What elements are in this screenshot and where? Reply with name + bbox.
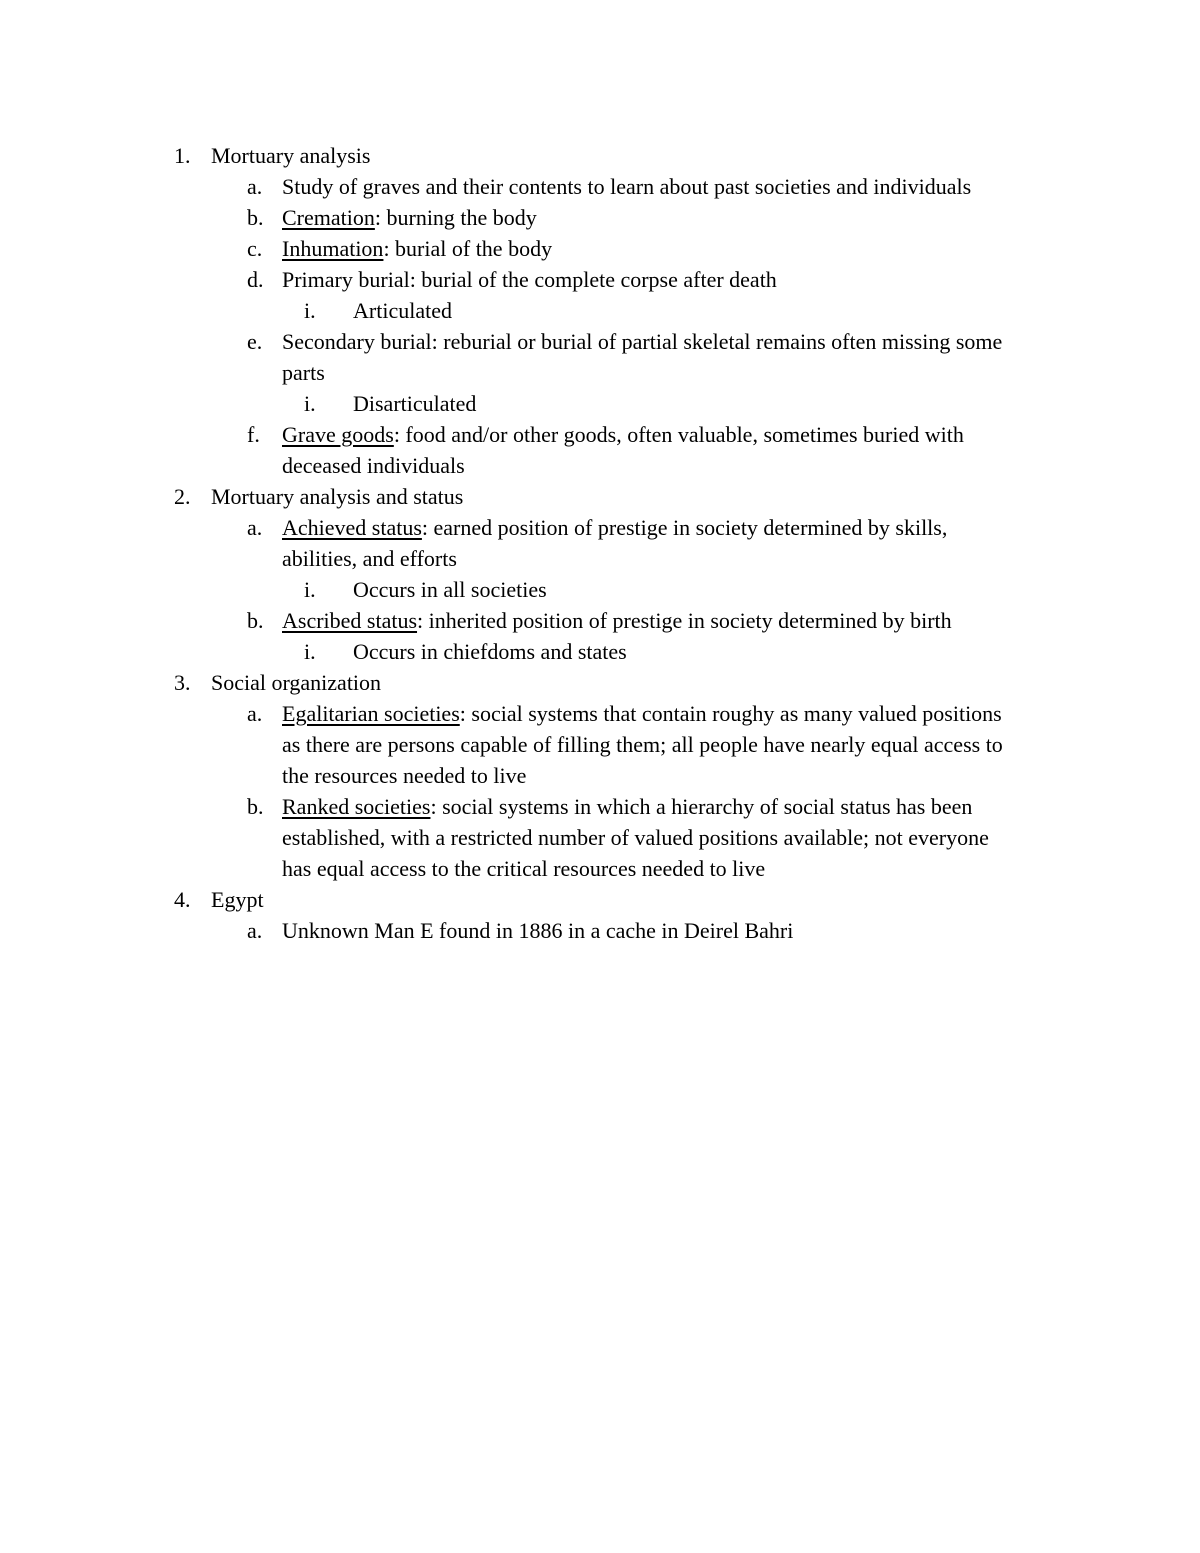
list-marker: d. [247, 267, 264, 292]
list-marker: 1. [174, 143, 191, 168]
document-page [0, 140, 1200, 946]
item-text: parts [282, 360, 325, 385]
list-marker: b. [247, 205, 264, 230]
outline-item-2a [0, 512, 1200, 543]
outline-item-2b [0, 605, 1200, 636]
term-grave-goods: Grave goods [282, 422, 394, 447]
outline-item-2a-continued [0, 543, 1200, 574]
item-text: Secondary burial: reburial or burial of partial skeletal remains often missing some [282, 329, 1003, 354]
outline-item-3b [0, 791, 1200, 822]
item-text: Unknown Man E found in 1886 in a cache in Deirel Bahri [282, 918, 794, 943]
list-marker: 4. [174, 887, 191, 912]
section-heading: Egypt [211, 887, 264, 912]
item-text: Study of graves and their contents to learn about past societies and individuals [282, 174, 972, 199]
definition: : social systems that contain roughy as many valued positions [459, 701, 1002, 726]
definition: : earned position of prestige in society determined by skills, [421, 515, 948, 540]
item-text: Disarticulated [353, 391, 477, 416]
list-marker: 2. [174, 484, 191, 509]
outline-item-2a-i [0, 574, 1200, 605]
item-text [282, 698, 1002, 729]
list-marker: b. [247, 794, 264, 819]
outline-item-1d-i [0, 295, 1200, 326]
outline-item-1c [0, 233, 1200, 264]
outline-item-4 [0, 884, 1200, 915]
list-marker: a. [247, 174, 263, 199]
outline-item-3b-continued [0, 822, 1200, 853]
item-text: Occurs in all societies [353, 577, 547, 602]
section-heading: Mortuary analysis and status [211, 484, 464, 509]
item-text: Primary burial: burial of the complete corpse after death [282, 267, 777, 292]
item-text [282, 419, 964, 450]
list-marker: 3. [174, 670, 191, 695]
outline-item-1e-continued [0, 357, 1200, 388]
list-marker: i. [304, 577, 316, 602]
term-achieved-status: Achieved status [282, 515, 422, 540]
term-inhumation: Inhumation [282, 236, 384, 261]
item-text: Occurs in chiefdoms and states [353, 639, 627, 664]
term-ascribed-status: Ascribed status [282, 608, 418, 633]
definition: : social systems in which a hierarchy of social status has been [430, 794, 973, 819]
outline-item-1 [0, 140, 1200, 171]
outline-item-1f [0, 419, 1200, 450]
outline-item-1d [0, 264, 1200, 295]
list-marker: i. [304, 391, 316, 416]
list-marker: e. [247, 329, 263, 354]
list-marker: i. [304, 639, 316, 664]
item-text: Articulated [353, 298, 452, 323]
item-text [282, 605, 952, 636]
outline-item-3a [0, 698, 1200, 729]
list-marker: i. [304, 298, 316, 323]
item-text: established, with a restricted number of valued positions available; not everyone [282, 825, 989, 850]
section-heading: Mortuary analysis [211, 143, 371, 168]
item-text: has equal access to the critical resources needed to live [282, 856, 766, 881]
outline-item-3 [0, 667, 1200, 698]
outline-item-1b [0, 202, 1200, 233]
item-text: abilities, and efforts [282, 546, 457, 571]
outline-item-2b-i [0, 636, 1200, 667]
outline-item-1e [0, 326, 1200, 357]
item-text [282, 512, 947, 543]
list-marker: a. [247, 918, 263, 943]
item-text: as there are persons capable of filling them; all people have nearly equal access to [282, 732, 1003, 757]
item-text: the resources needed to live [282, 763, 527, 788]
definition: : burning the body [374, 205, 537, 230]
definition: : inherited position of prestige in society determined by birth [417, 608, 952, 633]
outline-item-1a [0, 171, 1200, 202]
outline-item-1f-continued [0, 450, 1200, 481]
list-marker: a. [247, 701, 263, 726]
outline-item-3a-continued [0, 760, 1200, 791]
outline-item-1e-i [0, 388, 1200, 419]
definition: : burial of the body [383, 236, 553, 261]
item-text [282, 202, 537, 233]
list-marker: b. [247, 608, 264, 633]
item-text [282, 791, 972, 822]
term-egalitarian-societies: Egalitarian societies [282, 701, 460, 726]
term-cremation: Cremation [282, 205, 375, 230]
term-ranked-societies: Ranked societies [282, 794, 431, 819]
list-marker: a. [247, 515, 263, 540]
list-marker: f. [247, 422, 260, 447]
item-text [282, 233, 552, 264]
section-heading: Social organization [211, 670, 382, 695]
outline-item-2 [0, 481, 1200, 512]
outline-item-3a-continued [0, 729, 1200, 760]
outline-item-3b-continued [0, 853, 1200, 884]
list-marker: c. [247, 236, 263, 261]
item-text: deceased individuals [282, 453, 465, 478]
outline-item-4a [0, 915, 1200, 946]
definition: : food and/or other goods, often valuable, sometimes buried with [393, 422, 964, 447]
